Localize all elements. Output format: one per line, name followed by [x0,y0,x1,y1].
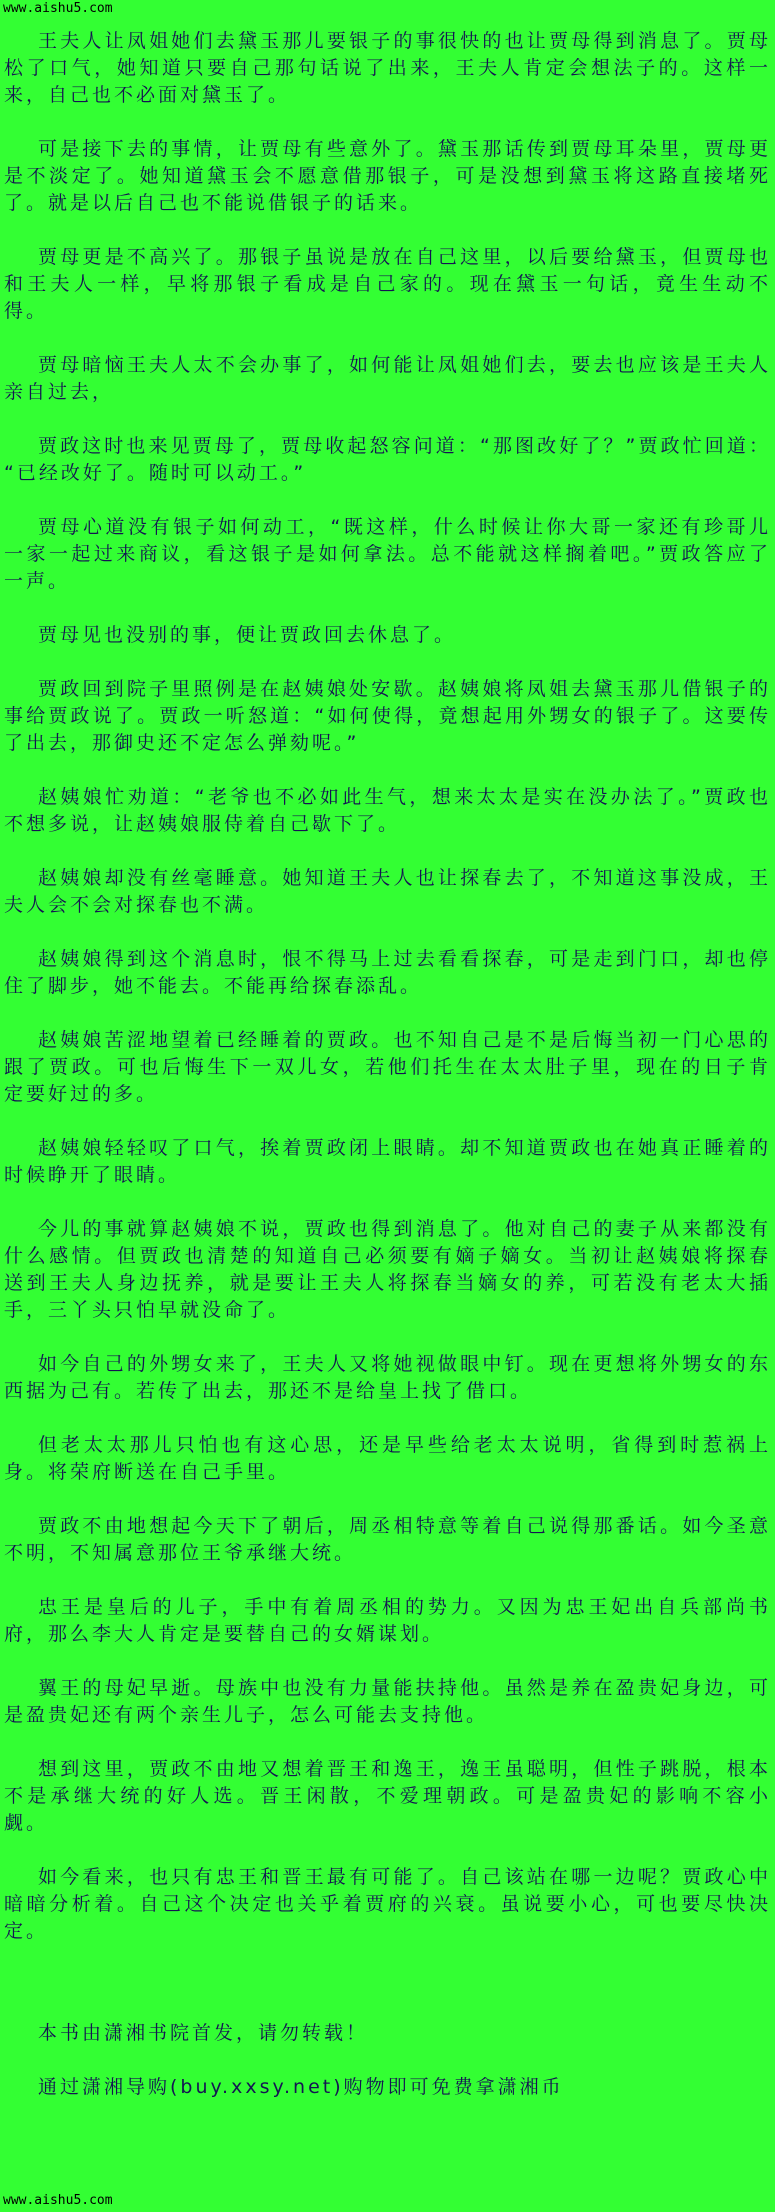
paragraph: 赵姨娘轻轻叹了口气，挨着贾政闭上眼睛。却不知道贾政也在她真正睡着的时候睁开了眼睛。 [4,1137,771,1186]
paragraph: 想到这里，贾政不由地又想着晋王和逸王，逸王虽聪明，但性子跳脱，根本不是承继大统的好人选。晋王闲散，不爱理朝政。可是盈贵妃的影响不容小觑。 [4,1758,771,1834]
first-publish-note: 本书由潇湘书院首发，请勿转载！ [38,2022,369,2044]
paragraph: 如今看来，也只有忠王和晋王最有可能了。自己该站在哪一边呢？贾政心中暗暗分析着。自己这个决定也关乎着贾府的兴衰。虽说要小心，可也要尽快决定。 [4,1866,771,1942]
paragraph: 翼王的母妃早逝。母族中也没有力量能扶持他。虽然是养在盈贵妃身边，可是盈贵妃还有两个亲生儿子，怎么可能去支持他。 [4,1677,771,1726]
footer-notes [4,2020,771,2188]
paragraph: 贾政不由地想起今天下了朝后，周丞相特意等着自己说得那番话。如今圣意不明，不知属意那位王爷承继大统。 [4,1515,771,1564]
paragraph: 贾母暗恼王夫人太不会办事了，如何能让凤姐她们去，要去也应该是王夫人亲自过去， [4,354,771,403]
paragraph: 但老太太那儿只怕也有这心思，还是早些给老太太说明，省得到时惹祸上身。将荣府断送在自己手里。 [4,1434,771,1483]
paragraph: 贾母更是不高兴了。那银子虽说是放在自己这里，以后要给黛玉，但贾母也和王夫人一样，早将那银子看成是自己家的。现在黛玉一句话，竟生生动不得。 [4,246,771,322]
watermark-top: www.aishu5.com [3,1,113,16]
shopping-promo-note: 通过潇湘导购(buy.xxsy.net)购物即可免费拿潇湘币 [38,2076,564,2098]
paragraph: 今儿的事就算赵姨娘不说，贾政也得到消息了。他对自己的妻子从来都没有什么感情。但贾政也清楚的知道自己必须要有嫡子嫡女。当初让赵姨娘将探春送到王夫人身边抚养，就是要让王夫人将探春当嫡女的养，可若没有老太大插手，三丫头只怕早就没命了。 [4,1218,771,1321]
paragraph: 贾母心道没有银子如何动工，“既这样，什么时候让你大哥一家还有珍哥儿一家一起过来商议，看这银子是如何拿法。总不能就这样搁着吧。”贾政答应了一声。 [4,516,771,592]
paragraph: 如今自己的外甥女来了，王夫人又将她视做眼中钉。现在更想将外甥女的东西据为己有。若传了出去，那还不是给皇上找了借口。 [4,1353,771,1402]
paragraph: 赵姨娘忙劝道：“老爷也不必如此生气，想来太太是实在没办法了。”贾政也不想多说，让赵姨娘服侍着自己歇下了。 [4,786,771,835]
paragraph: 贾母见也没别的事，便让贾政回去休息了。 [38,624,457,646]
watermark-bottom: www.aishu5.com [3,2193,113,2208]
paragraph: 赵姨娘苦涩地望着已经睡着的贾政。也不知自己是不是后悔当初一门心思的跟了贾政。可也后悔生下一双儿女，若他们托生在太太肚子里，现在的日子肯定要好过的多。 [4,1029,771,1105]
paragraph: 赵姨娘却没有丝毫睡意。她知道王夫人也让探春去了，不知道这事没成，王夫人会不会对探春也不满。 [4,867,771,916]
paragraph: 贾政这时也来见贾母了，贾母收起怒容问道：“那图改好了？”贾政忙回道：“已经改好了。随时可以动工。” [4,435,771,484]
chapter-paragraphs [4,28,771,1945]
paragraph: 贾政回到院子里照例是在赵姨娘处安歇。赵姨娘将凤姐去黛玉那儿借银子的事给贾政说了。贾政一听怒道：“如何使得，竟想起用外甥女的银子了。这要传了出去，那御史还不定怎么弹劾呢。” [4,678,771,754]
paragraph: 可是接下去的事情，让贾母有些意外了。黛玉那话传到贾母耳朵里，贾母更是不淡定了。她知道黛玉会不愿意借那银子，可是没想到黛玉将这路直接堵死了。就是以后自己也不能说借银子的话来。 [4,138,771,214]
paragraph: 忠王是皇后的儿子，手中有着周丞相的势力。又因为忠王妃出自兵部尚书府，那么李大人肯定是要替自己的女婿谋划。 [4,1596,771,1645]
paragraph: 赵姨娘得到这个消息时，恨不得马上过去看看探春，可是走到门口，却也停住了脚步，她不能去。不能再给探春添乱。 [4,948,771,997]
paragraph: 王夫人让凤姐她们去黛玉那儿要银子的事很快的也让贾母得到消息了。贾母松了口气，她知道只要自己那句话说了出来，王夫人肯定会想法子的。这样一来，自己也不必面对黛玉了。 [4,30,771,106]
